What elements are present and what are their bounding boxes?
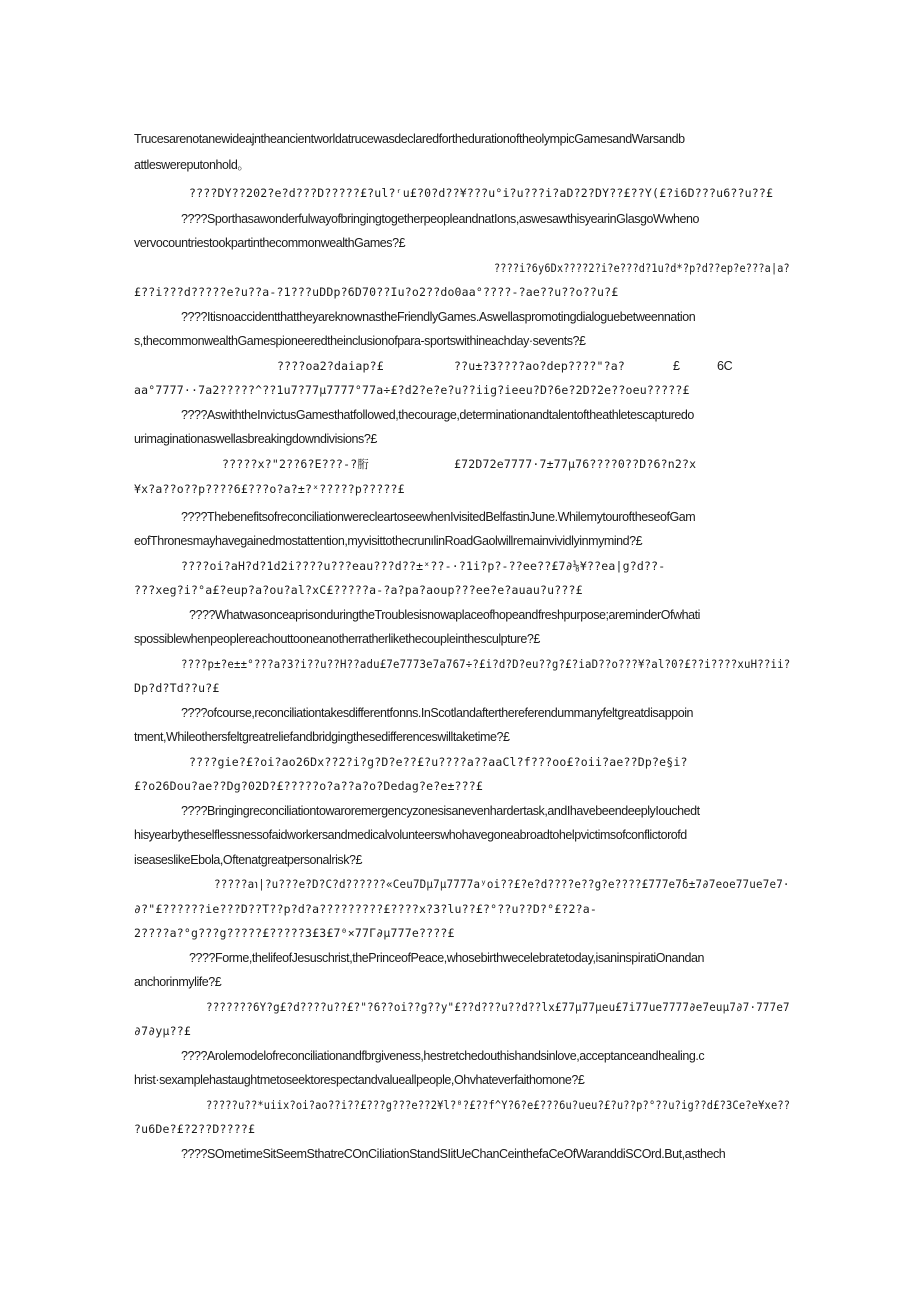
text-line: anchorinmylife?£ [134, 975, 222, 989]
text-line: TrucesarenotanewideajntheancientworldatrucewasdeclaredforthedurationoftheolympicGamesandWarsandb [134, 132, 685, 146]
text-line: Dp?d?Td??u?£ [134, 681, 220, 695]
text-line: tment,Whileothersfeltgreatreliefandbridgingthesedifferenceswilltaketime?£ [134, 730, 510, 744]
text-line: eofThronesmayhavegainedmostattention,myvisittothecrunılinRoadGaolwillremainvividlyinmymind?£ [134, 534, 643, 548]
text-line: ????SporthasawonderfulwayofbringingtogetherpeopleandnatIons,aswesawthisyearinGlasgoWwheno [181, 212, 699, 226]
text-line: ????oi?aH?d?1d2i????u???eau???d??±ˣ??-·?1i?p?-??ee??£7∂⅛¥??ea|g?d??- [181, 559, 666, 573]
text-line: £ [673, 359, 680, 373]
text-line: ????p±?e±±°???a?3?i??u??H??adu£7e7773e7a767÷?£i?d?D?eu??g?£?iaD??o???¥?al?0?£??i????xuH??ii? [181, 657, 791, 671]
text-line: ?u6De?£?2??D????£ [134, 1122, 256, 1136]
text-line: ????AswiththeInvictusGamesthatfollowed,thecourage,determinationandtalentoftheathletescapturedo [181, 408, 694, 422]
text-line: ????ItisnoaccidentthattheyareknownastheFriendlyGames.Aswellaspromotingdialoguebetweennation [181, 310, 696, 324]
text-line: urimaginationaswellasbreakingdowndivisions?£ [134, 432, 377, 446]
text-line: ???????6Y?g£?d????u??£?"?6??oi??g??y"£??d???u??d??lx£77µ77µeu£7i77ue7777∂e7euµ7∂7·777e7 [206, 1000, 790, 1014]
text-line: ?????x?"2??6?E???-?胻 [222, 457, 370, 471]
text-line: £72D72e7777·7±77µ76????0??D?6?n2?x [454, 457, 697, 471]
text-line: ????DY??202?e?d???D?????£?ul?ʳu£?0?d??¥???u°i?u???i?aD?2?DY??£??Y(£?i6D???u6??u??£ [189, 186, 774, 200]
text-line: ??u±?3????ao?dep????"?a? [454, 359, 625, 373]
text-line: ????oa2?daiap?£ [277, 359, 384, 373]
text-line: iseaseslikeEbola,Oftenatgreatpersonalrisk?£ [134, 853, 363, 867]
text-line: vervocountriestookpartinthecommonwealthGames?£ [134, 236, 406, 250]
text-line: ????SOmetimeSitSeemSthatreCOnCiIiationStandSIitUeChanCeinthefaCeOfWaranddiSCOrd.But,asthech [181, 1147, 726, 1161]
text-line: attleswereputonhold。 [134, 158, 250, 172]
text-line: ????ofcourse,reconciliationtakesdifferentfonns.InScotlandafterthereferendummanyfeltgreatdisappoin [181, 706, 694, 720]
text-line: 6C [717, 359, 733, 373]
text-line: ????WhatwasonceaprisonduringtheTroublesisnowaplaceofhopeandfreshpurpose;areminderOfwhati [189, 608, 700, 622]
text-line: hisyearbytheselflessnessofaidworkersandmedicalvolunteerswhohavegoneabroadtohelpvictimsofconflictorofd [134, 828, 687, 842]
text-line: ????i?6y6Dx????2?i?e???d?1u?d*?p?d??ep?e???a|a? [494, 261, 790, 275]
text-line: 2????a?°g???g?????£?????3£3£7⁰×77Γ∂µ777e????£ [134, 926, 455, 940]
text-line: ???xeg?i?°a£?eup?a?ou?al?xC£?????a-?a?pa?aoup???ee?e?auau?u???£ [134, 583, 583, 597]
text-line: spossiblewhenpeoplereachouttooneanotherratherlikethecoupleinthesculpture?£ [134, 632, 540, 646]
text-line: £?o26Dou?ae??Dg?02D?£?????o?a??a?o?Dedag?e?e±???£ [134, 779, 484, 793]
text-line: ?????a℩|?u???e?D?C?d??????«Ceu7Dµ7µ7777aʸoi??£?e?d????e??g?e????£777e7δ±7∂7eoe77ue7e7· [214, 877, 790, 891]
text-line: ????Forme,thelifeofJesuschrist,thePrinceofPeace,whosebirthwecelebratetoday,isaninspiratiOnandan [189, 951, 704, 965]
text-line: s,thecommonwealthGamespioneeredtheinclusionofpara-sportswithineachday·sevents?£ [134, 334, 586, 348]
text-line: £??i???d?????e?u??a-?1???uDDp?6D70??Iu?o2??do0aa°????-?ae??u??o??u?£ [134, 285, 619, 299]
text-line: ¥x?a??o??p????6£???o?a?±?ˣ?????p?????£ [134, 482, 405, 496]
text-line: ????gie?£?oi?ao26Dx??2?i?g?D?e??£?u????a??aaCl?f???oo£?oii?ae??Dp?e§i? [189, 755, 688, 769]
text-line: ????Bringingreconciliationtowaroremergencyzonesisanevenhardertask,andIhavebeendeeplyIouchedt [181, 804, 700, 818]
text-line: ∂?"£??????ie???D??T??p?d?a?????????£????x?3?lu??£?°??u??D?°£?2?a- [134, 902, 598, 916]
text-line: aa°7777··7a2?????^??1u7?77µ7777°77a÷£?d2?e?e?u??iig?ieeu?D?6e?2D?2e??oeu?????£ [134, 383, 690, 397]
text-line: hrist·sexamplehastaughtmetoseektorespectandvalueallpeople,Ohvhateverfaithomone?£ [134, 1073, 585, 1087]
text-line: ∂7∂yµ??£ [134, 1024, 191, 1038]
text-line: ????ThebenefitsofreconciliationwerecleartoseewhenIvisitedBelfastinJune.WhilemytouroftheseofGam [181, 510, 696, 524]
text-line: ????Arolemodelofreconciliationandfbrgiveness,hestretchedouthishandsinlove,acceptanceandhealing.c [181, 1049, 705, 1063]
text-line: ?????u??*uiix?oi?ao??i??£???g???e??2¥l?⁰?£??f^Y?6?e£???6u?ueu?£?u??p?°??u?ig??d£?3Ce?e¥xe?? [206, 1098, 791, 1112]
